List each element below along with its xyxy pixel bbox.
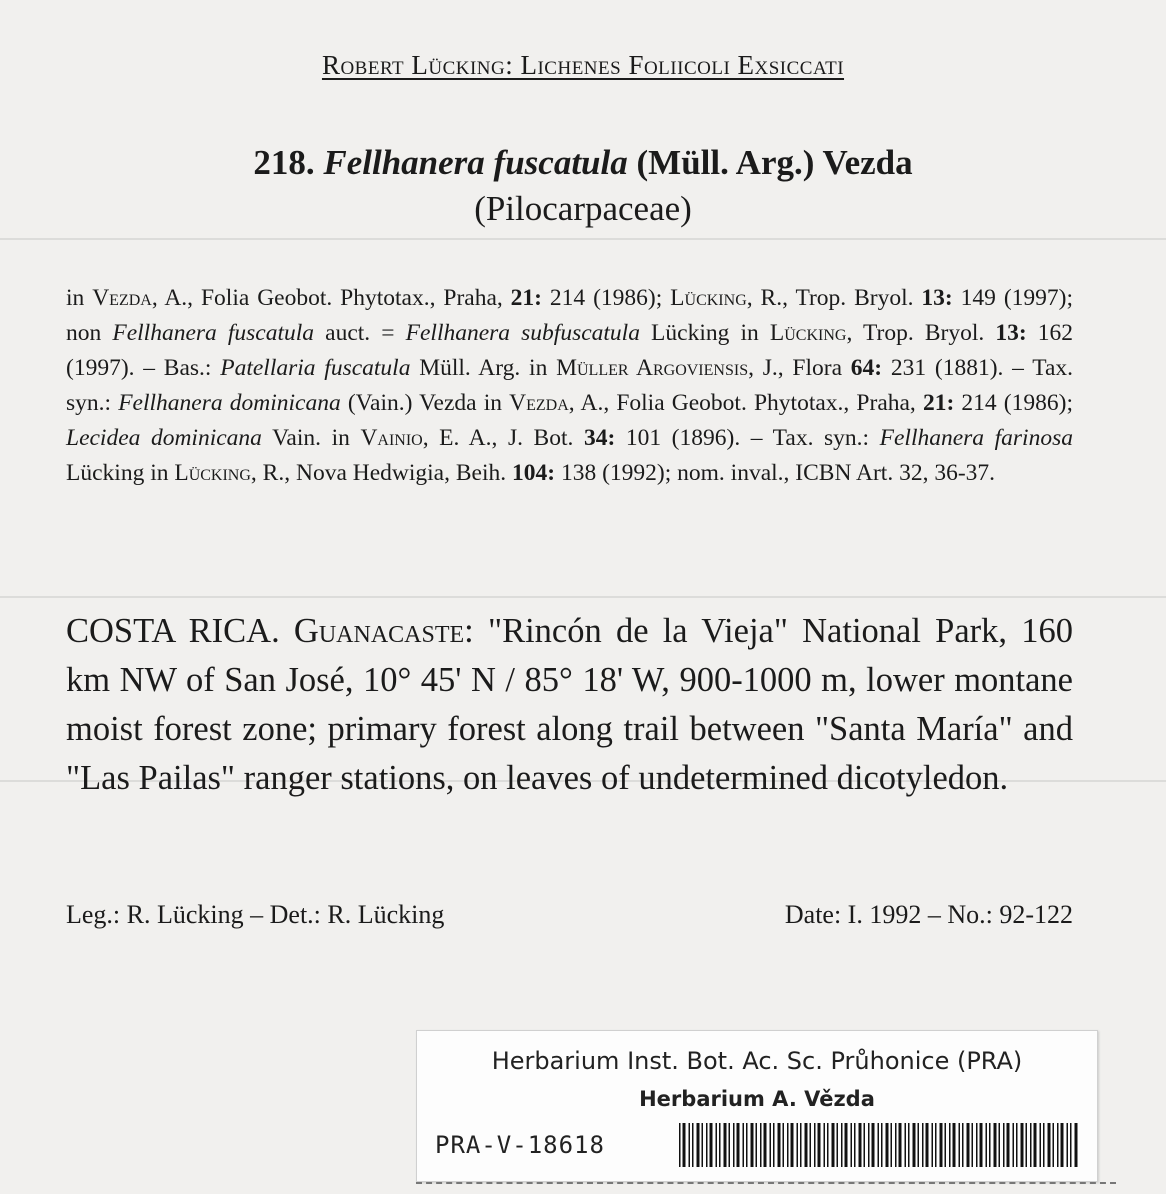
barcode-bar [764, 1123, 767, 1167]
barcode-bar [827, 1123, 829, 1167]
series-title: Robert Lücking: Lichenes Foliicoli Exsiccati [321, 50, 845, 80]
nomenclature-run: (Vain.) Vezda in [340, 390, 510, 416]
barcode-bar [932, 1123, 934, 1167]
barcode-bar [797, 1123, 799, 1167]
herbarium-name: Herbarium A. Vězda [639, 1087, 875, 1111]
barcode-bar [773, 1123, 775, 1167]
barcode-bar [1061, 1123, 1064, 1167]
barcode-bar [864, 1123, 866, 1167]
nomenclature-run: 34: [583, 425, 616, 451]
barcode-bar [832, 1123, 835, 1167]
barcode-bar [702, 1123, 704, 1167]
nomenclature-run: , Trop. Bryol. [846, 320, 996, 346]
nomenclature-run: Lücking in [639, 320, 770, 346]
barcode-bar [913, 1123, 916, 1167]
locality-text: "Rincón de la Vieja" National Park, 160 km NW of San José, 10° 45' N / 85° 18' W, 900-1000 m, lower montane moist forest zone; primary forest along trail between "Santa María" and "Las Pailas" ranger stations, on leaves of undetermined dicotyledon. [66, 612, 1073, 797]
barcode-bar [737, 1123, 740, 1167]
locality-province: Guanacaste: [293, 612, 474, 650]
barcode-bar [949, 1123, 951, 1167]
barcode-bar [837, 1123, 839, 1167]
nomenclature-run: Vezda [509, 390, 569, 416]
nomenclature-run: Müll. Arg. in [410, 355, 557, 381]
species-authors: (Müll. Arg.) Vezda [636, 143, 913, 182]
herbarium-label [416, 1030, 1098, 1182]
barcode-bar [724, 1123, 727, 1167]
barcode-bar [891, 1123, 893, 1167]
barcode-bar [1067, 1123, 1069, 1167]
barcode-bar [770, 1123, 772, 1167]
barcode-bar [787, 1123, 789, 1167]
barcode-bar [940, 1123, 943, 1167]
barcode-bar [908, 1123, 910, 1167]
nomenclature-run: Fellhanera farinosa [879, 425, 1073, 451]
barcode-bar [994, 1123, 997, 1167]
nomenclature-run: 101 (1896). – Tax. syn.: [615, 425, 880, 451]
barcode-bar [881, 1123, 883, 1167]
barcode-bar [824, 1123, 826, 1167]
nomenclature-run: Müller Argoviensis [556, 355, 749, 381]
barcode-bar [729, 1123, 731, 1167]
barcode-bar [1040, 1123, 1042, 1167]
barcode-bar [986, 1123, 988, 1167]
barcode-bar [1048, 1123, 1051, 1167]
barcode-bar [959, 1123, 961, 1167]
barcode-bar [746, 1123, 748, 1167]
species-epithet: fuscatula [493, 143, 628, 182]
nomenclature-paragraph [66, 281, 1073, 491]
barcode-bar [859, 1123, 862, 1167]
species-heading [0, 140, 1166, 232]
barcode-bar [841, 1123, 843, 1167]
barcode-bar [1003, 1123, 1005, 1167]
legit-determinavit: Leg.: R. Lücking – Det.: R. Lücking [66, 900, 445, 929]
barcode-bar [679, 1123, 681, 1167]
barcode-bar [1016, 1123, 1018, 1167]
barcode-bar [868, 1123, 870, 1167]
barcode-bar [791, 1123, 794, 1167]
barcode-bar [962, 1123, 964, 1167]
date-and-number: Date: I. 1992 – No.: 92-122 [784, 900, 1073, 929]
barcode-bar [1053, 1123, 1055, 1167]
barcode-bar [980, 1123, 983, 1167]
barcode-bar [972, 1123, 974, 1167]
nomenclature-run: Lücking [769, 320, 847, 346]
barcode-bar [1043, 1123, 1045, 1167]
nomenclature-run: Vain. in [261, 425, 361, 451]
nomenclature-run: 104: [512, 460, 556, 486]
nomenclature-run: 138 (1992); nom. inval., ICBN Art. 32, 36-37. [555, 460, 996, 486]
barcode-bar [989, 1123, 991, 1167]
nomenclature-run: in [66, 285, 93, 311]
barcode-bar [899, 1123, 902, 1167]
nomenclature-run: , R., Nova Hedwigia, Beih. [250, 460, 512, 486]
nomenclature-run: , J., Flora [748, 355, 851, 381]
barcode-bar [945, 1123, 947, 1167]
nomenclature-run: , A., Folia Geobot. Phytotax., Praha, [568, 390, 923, 416]
collection-details [66, 900, 1073, 940]
barcode-bar [1070, 1123, 1072, 1167]
barcode-bar [697, 1123, 700, 1167]
barcode-bar [845, 1123, 848, 1167]
nomenclature-run: Lecidea dominicana [66, 425, 262, 451]
nomenclature-run: 162 (1997). – Bas.: [66, 320, 1074, 381]
barcode-bar [743, 1123, 745, 1167]
locality-country: COSTA RICA. [66, 612, 280, 650]
barcode-bar [814, 1123, 816, 1167]
cut-line [416, 1182, 1116, 1184]
nomenclature-run: auct. = [314, 320, 406, 346]
barcode-bar [760, 1123, 762, 1167]
barcode-bar [926, 1123, 929, 1167]
barcode-bar [1026, 1123, 1028, 1167]
nomenclature-run: 13: [921, 285, 953, 311]
nomenclature-run: , R., Trop. Bryol. [746, 285, 922, 311]
barcode-bar [1013, 1123, 1015, 1167]
barcode-bar [922, 1123, 924, 1167]
barcode-bar [953, 1123, 956, 1167]
barcode-bar [878, 1123, 880, 1167]
paper-fold-crease [0, 596, 1166, 598]
barcode-bar [751, 1123, 754, 1167]
nomenclature-run: 149 (1997); non [66, 285, 1074, 346]
barcode-bar [999, 1123, 1001, 1167]
barcode-bar [800, 1123, 802, 1167]
nomenclature-run: Fellhanera fuscatula [112, 320, 315, 346]
nomenclature-run: Patellaria fuscatula [220, 355, 411, 381]
barcode-bar [854, 1123, 856, 1167]
barcode-bar [805, 1123, 808, 1167]
nomenclature-run: , A., Folia Geobot. Phytotax., Praha, [151, 285, 511, 311]
barcode-bar [778, 1123, 781, 1167]
nomenclature-run: Lücking [670, 285, 747, 311]
barcode-bar [683, 1123, 686, 1167]
barcode-bar [719, 1123, 721, 1167]
nomenclature-run: Fellhanera subfuscatula [405, 320, 640, 346]
nomenclature-run: , E. A., J. Bot. [422, 425, 584, 451]
barcode-bar [967, 1123, 970, 1167]
barcode-bar [918, 1123, 920, 1167]
barcode-bar [1057, 1123, 1059, 1167]
nomenclature-run: 231 (1881). – Tax. syn.: [66, 355, 1074, 416]
barcode-bar [810, 1123, 812, 1167]
herbarium-institution: Herbarium Inst. Bot. Ac. Sc. Průhonice (PRA) [491, 1047, 1023, 1075]
family-name: (Pilocarpaceae) [474, 189, 692, 228]
barcode-bar [905, 1123, 907, 1167]
barcode-bar [756, 1123, 758, 1167]
barcode-bar [872, 1123, 875, 1167]
barcode [679, 1123, 1079, 1167]
barcode-bar [689, 1123, 691, 1167]
barcode-bar [1007, 1123, 1010, 1167]
barcode-bar [783, 1123, 785, 1167]
paper-fold-crease [0, 238, 1166, 240]
nomenclature-run: 214 (1986); [542, 285, 671, 311]
barcode-bar [935, 1123, 937, 1167]
locality-paragraph [66, 607, 1073, 803]
exsiccata-number: 218. [253, 143, 315, 182]
barcode-bar [1075, 1123, 1078, 1167]
barcode-bar [706, 1123, 708, 1167]
nomenclature-run: Vezda [92, 285, 152, 311]
barcode-bar [716, 1123, 718, 1167]
barcode-bar [976, 1123, 978, 1167]
nomenclature-run: 21: [510, 285, 542, 311]
barcode-bar [1030, 1123, 1032, 1167]
barcode-bar [733, 1123, 735, 1167]
barcode-bar [710, 1123, 713, 1167]
nomenclature-run: Lücking [174, 460, 251, 486]
barcode-bar [818, 1123, 821, 1167]
barcode-bar [692, 1123, 694, 1167]
barcode-bar [1021, 1123, 1024, 1167]
nomenclature-run: Fellhanera dominicana [118, 390, 341, 416]
nomenclature-run: 13: [995, 320, 1027, 346]
barcode-bar [895, 1123, 897, 1167]
barcode-bar [886, 1123, 889, 1167]
barcode-bar [851, 1123, 853, 1167]
nomenclature-run: 64: [850, 355, 883, 381]
nomenclature-run: 21: [922, 390, 955, 416]
specimen-code: PRA-V-18618 [435, 1131, 605, 1159]
barcode-bar [1034, 1123, 1037, 1167]
nomenclature-run: 214 (1986); [954, 390, 1073, 416]
nomenclature-run: Vainio [360, 425, 423, 451]
nomenclature-run: Lücking in [66, 460, 175, 486]
genus-name: Fellhanera [323, 143, 485, 182]
